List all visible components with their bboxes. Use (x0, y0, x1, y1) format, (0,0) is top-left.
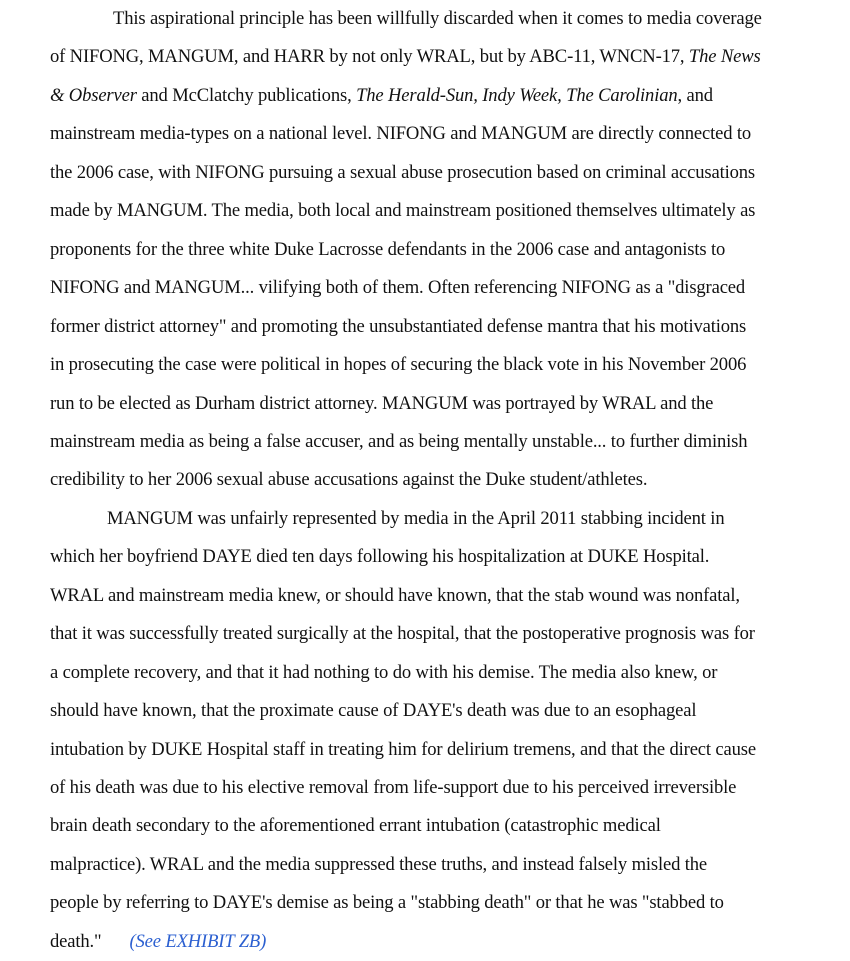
text-line (50, 739, 756, 761)
text-line (50, 162, 755, 184)
text-line (50, 277, 745, 299)
text-line (50, 892, 724, 914)
text-line (50, 239, 725, 261)
text-segment: run to be elected as Durham district attorney. MANGUM was portrayed by WRAL and the (50, 392, 714, 414)
text-segment: of NIFONG, MANGUM, and HARR by not only WRAL, but by ABC-11, WNCN-17, (50, 46, 689, 68)
exhibit-zb-link[interactable]: (See EXHIBIT ZB) (129, 930, 267, 952)
text-line (107, 508, 724, 530)
text-line (50, 200, 755, 222)
text-segment: NIFONG and MANGUM... vilifying both of them. Often referencing NIFONG as a "disgraced (50, 277, 746, 299)
text-segment: mainstream media-types on a national level. NIFONG and MANGUM are directly connected to (50, 123, 752, 145)
text-segment: WRAL and mainstream media knew, or should have known, that the stab wound was nonfatal, (50, 584, 740, 606)
text-line (50, 854, 707, 876)
text-line (50, 777, 736, 799)
text-line (50, 585, 740, 607)
text-line (50, 431, 747, 453)
text-segment: a complete recovery, and that it had nothing to do with his demise. The media also knew, or (50, 661, 718, 683)
text-line (50, 700, 696, 722)
text-segment: This aspirational principle has been willfully discarded when it comes to media coverage (113, 8, 762, 29)
text-segment: should have known, that the proximate cause of DAYE's death was due to an esophageal (50, 700, 697, 722)
text-segment: brain death secondary to the aforementioned errant intubation (catastrophic medical (50, 815, 661, 837)
text-segment: mainstream media as being a false accuser, and as being mentally unstable... to further diminish (50, 430, 748, 452)
text-segment: that it was successfully treated surgically at the hospital, that the postoperative prognosis was for (50, 623, 755, 645)
text-segment: intubation by DUKE Hospital staff in treating him for delirium tremens, and that the direct cause (50, 738, 756, 760)
text-line (50, 546, 709, 568)
text-line (50, 393, 713, 415)
text-segment: made by MANGUM. The media, both local and mainstream positioned themselves ultimately as (50, 200, 756, 222)
text-line (50, 815, 661, 837)
text-segment: of his death was due to his elective removal from life-support due to his perceived irreversible (50, 777, 737, 798)
text-line (50, 931, 266, 953)
text-segment: proponents for the three white Duke Lacrosse defendants in the 2006 case and antagonists to (50, 238, 726, 260)
text-line (50, 623, 755, 645)
text-segment: death." (50, 930, 102, 952)
text-line (50, 354, 746, 376)
text-segment: former district attorney" and promoting the unsubstantiated defense mantra that his motivations (50, 315, 747, 337)
text-line (113, 8, 762, 30)
text-segment: , and (677, 84, 713, 106)
text-segment: people by referring to DAYE's demise as being a "stabbing death" or that he was "stabbed to (50, 892, 724, 914)
text-segment: and McClatchy publications, (136, 84, 357, 106)
text-line (50, 123, 751, 145)
text-segment: MANGUM was unfairly represented by media in the April 2011 stabbing incident in (107, 507, 725, 529)
text-segment: in prosecuting the case were political in hopes of securing the black vote in his November 2006 (50, 354, 747, 376)
italic-publication-name: The Herald-Sun, Indy Week, The Carolinian (356, 84, 678, 106)
text-segment: which her boyfriend DAYE died ten days following his hospitalization at DUKE Hospital. (50, 546, 710, 568)
text-line (50, 85, 713, 107)
text-line (50, 316, 746, 338)
italic-publication-name: & Observer (50, 84, 137, 106)
text-segment: credibility to her 2006 sexual abuse accusations against the Duke student/athletes. (50, 469, 648, 491)
text-line (50, 46, 761, 68)
text-segment: malpractice). WRAL and the media suppressed these truths, and instead falsely misled the (50, 853, 708, 875)
text-segment: the 2006 case, with NIFONG pursuing a sexual abuse prosecution based on criminal accusations (50, 161, 755, 183)
text-line (50, 469, 647, 491)
text-line (50, 662, 717, 684)
italic-publication-name: The News (688, 46, 761, 68)
